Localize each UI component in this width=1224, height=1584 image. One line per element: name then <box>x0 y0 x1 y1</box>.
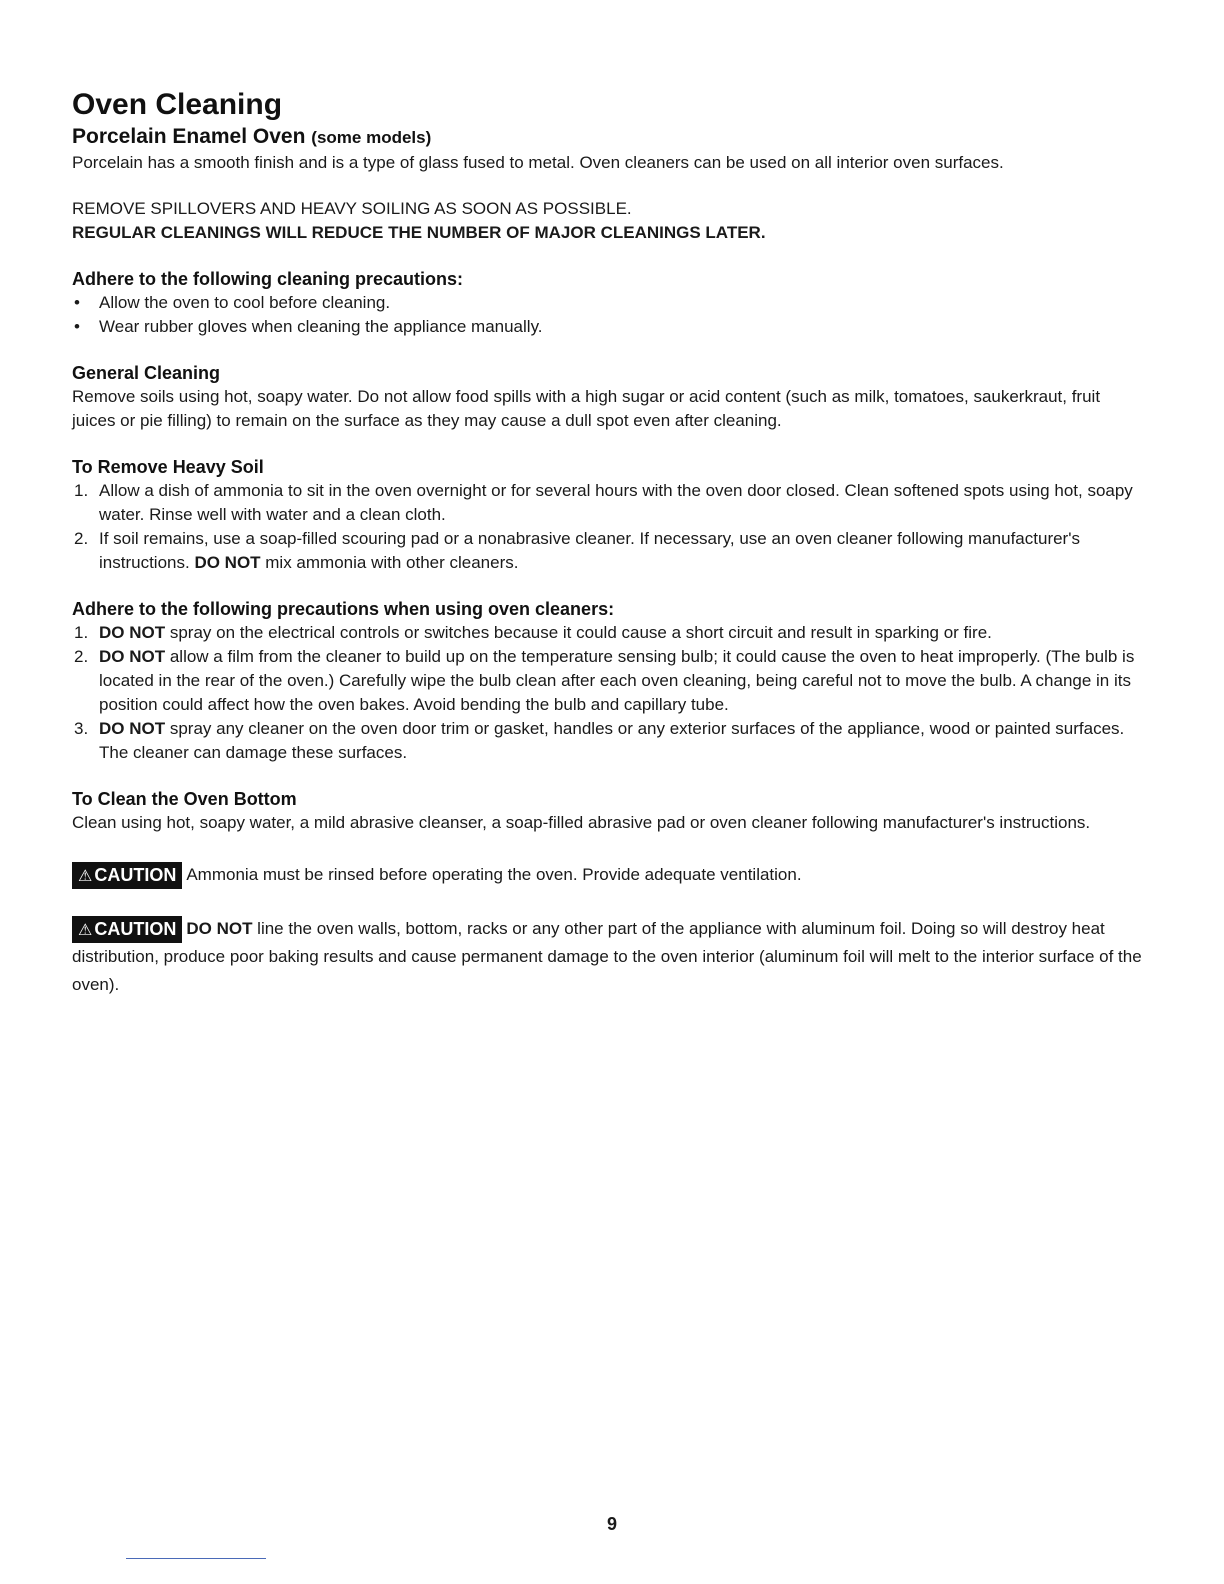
porcelain-heading-main: Porcelain Enamel Oven <box>72 125 306 148</box>
warning-triangle-icon: ⚠ <box>78 868 93 886</box>
list-item: 2. If soil remains, use a soap-filled scouring pad or a nonabrasive cleaner. If necessary, use an oven cleaner following manufacturer's instructions. DO NOT mix ammonia with other cleaners. <box>74 529 1080 572</box>
footer-rule <box>126 1558 266 1559</box>
oven-bottom-text: Clean using hot, soapy water, a mild abrasive cleanser, a soap-filled abrasive pad or oven cleaner following manufacturer's instructions. <box>72 813 1091 832</box>
caution-badge: ⚠ CAUTION <box>72 916 182 943</box>
general-cleaning-text: Remove soils using hot, soapy water. Do not allow food spills with a high sugar or acid content (such as milk, tomatoes, saukerkraut, fruit juices or pie filling) to remain on the surface as they may cause a dull spot even after cleaning. <box>72 387 1101 430</box>
caution-foil: ⚠ CAUTION DO NOT line the oven walls, bottom, racks or any other part of the appliance with aluminum foil. Doing so will destroy heat distribution, produce poor baking results and cause permanent damage to the oven interior (aluminum foil will melt to the interior surface of the oven). <box>72 915 1144 999</box>
page-number: 9 <box>606 1514 617 1534</box>
heavy-soil-list <box>72 479 1144 575</box>
general-cleaning-heading: General Cleaning <box>72 363 221 383</box>
list-item: • Wear rubber gloves when cleaning the appliance manually. <box>72 315 1144 339</box>
caution-badge: ⚠ CAUTION <box>72 862 182 889</box>
caution-ammonia: ⚠ CAUTION Ammonia must be rinsed before operating the oven. Provide adequate ventilation. <box>72 861 1144 889</box>
list-item: • Allow the oven to cool before cleaning. <box>72 291 1144 315</box>
porcelain-heading <box>72 124 1144 151</box>
page-title: Oven Cleaning <box>72 88 283 121</box>
porcelain-text: Porcelain has a smooth finish and is a type of glass fused to metal. Oven cleaners can be used on all interior oven surfaces. <box>72 153 1004 172</box>
page-content <box>72 86 1144 999</box>
heavy-soil-heading: To Remove Heavy Soil <box>72 457 264 477</box>
list-item: 1. Allow a dish of ammonia to sit in the oven overnight or for several hours with the oven door closed. Clean softened spots using hot, soapy water. Rinse well with water and a clean cloth. <box>74 481 1133 524</box>
notice-line-2: REGULAR CLEANINGS WILL REDUCE THE NUMBER OF MAJOR CLEANINGS LATER. <box>72 223 766 242</box>
list-item: 2. DO NOT allow a film from the cleaner to build up on the temperature sensing bulb; it could cause the oven to heat improperly. (The bulb is located in the rear of the oven.) Carefully wipe the bulb clean after each oven cleaning, being careful not to move the bulb. A change in its position could affect how the oven bakes. Avoid bending the bulb and capillary tube. <box>74 647 1135 714</box>
precautions-heading: Adhere to the following cleaning precautions: <box>72 269 464 289</box>
oven-cleaners-heading: Adhere to the following precautions when using oven cleaners: <box>72 599 615 619</box>
list-item: 3. DO NOT spray any cleaner on the oven door trim or gasket, handles or any exterior surfaces of the appliance, wood or painted surfaces. The cleaner can damage these surfaces. <box>74 719 1125 762</box>
notice-line-1: REMOVE SPILLOVERS AND HEAVY SOILING AS SOON AS POSSIBLE. <box>72 199 632 218</box>
list-item: 1. DO NOT spray on the electrical controls or switches because it could cause a short circuit and result in sparking or fire. <box>74 623 992 642</box>
bullet-icon: • <box>74 293 80 312</box>
precautions-list <box>72 291 1144 339</box>
warning-triangle-icon: ⚠ <box>78 922 93 940</box>
bullet-icon: • <box>74 317 80 336</box>
porcelain-heading-sub: (some models) <box>311 128 432 147</box>
oven-cleaners-list <box>72 621 1144 765</box>
oven-bottom-heading: To Clean the Oven Bottom <box>72 789 297 809</box>
